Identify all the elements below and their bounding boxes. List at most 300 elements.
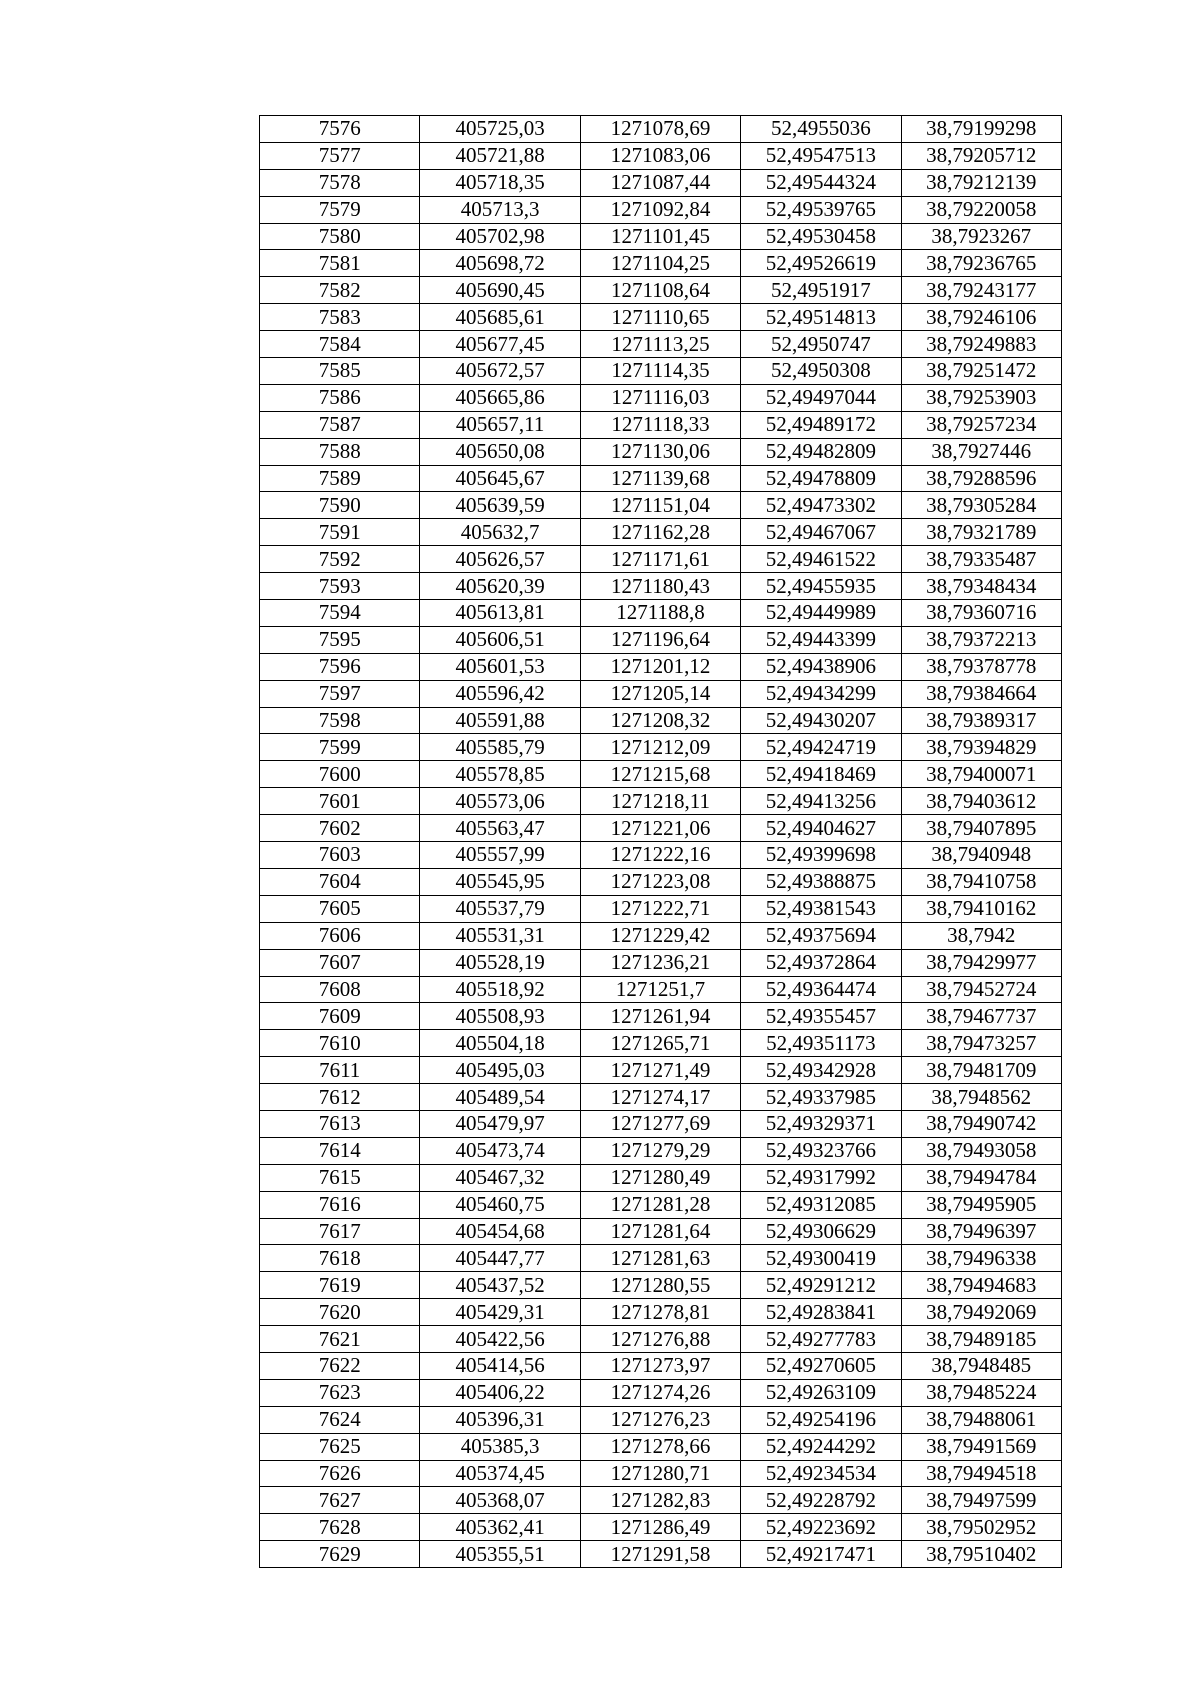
table-row <box>260 788 1062 815</box>
cell-y: 1271205,14 <box>580 680 740 707</box>
cell-x: 405368,07 <box>420 1487 580 1514</box>
cell-longitude: 38,79452724 <box>901 976 1061 1003</box>
cell-latitude: 52,49351173 <box>741 1030 901 1057</box>
cell-x: 405665,86 <box>420 384 580 411</box>
cell-longitude: 38,79246106 <box>901 304 1061 331</box>
cell-point-number: 7593 <box>260 573 420 600</box>
cell-longitude: 38,79212139 <box>901 169 1061 196</box>
table-row <box>260 1433 1062 1460</box>
cell-point-number: 7628 <box>260 1514 420 1541</box>
table-row <box>260 1084 1062 1111</box>
cell-longitude: 38,79492069 <box>901 1299 1061 1326</box>
cell-latitude: 52,49228792 <box>741 1487 901 1514</box>
table-row <box>260 626 1062 653</box>
table-row <box>260 250 1062 277</box>
cell-y: 1271276,23 <box>580 1406 740 1433</box>
cell-latitude: 52,49234534 <box>741 1460 901 1487</box>
cell-point-number: 7629 <box>260 1541 420 1568</box>
table-row <box>260 1272 1062 1299</box>
cell-point-number: 7582 <box>260 277 420 304</box>
table-row <box>260 949 1062 976</box>
cell-longitude: 38,79243177 <box>901 277 1061 304</box>
cell-point-number: 7583 <box>260 304 420 331</box>
cell-point-number: 7589 <box>260 465 420 492</box>
cell-x: 405606,51 <box>420 626 580 653</box>
cell-x: 405563,47 <box>420 815 580 842</box>
cell-x: 405672,57 <box>420 358 580 385</box>
cell-y: 1271274,26 <box>580 1379 740 1406</box>
cell-longitude: 38,79288596 <box>901 465 1061 492</box>
cell-longitude: 38,7923267 <box>901 223 1061 250</box>
cell-longitude: 38,79488061 <box>901 1406 1061 1433</box>
cell-y: 1271212,09 <box>580 734 740 761</box>
table-row <box>260 438 1062 465</box>
cell-longitude: 38,79321789 <box>901 519 1061 546</box>
cell-x: 405429,31 <box>420 1299 580 1326</box>
cell-y: 1271114,35 <box>580 358 740 385</box>
cell-x: 405601,53 <box>420 653 580 680</box>
cell-longitude: 38,7927446 <box>901 438 1061 465</box>
cell-latitude: 52,49388875 <box>741 868 901 895</box>
table-row <box>260 734 1062 761</box>
cell-y: 1271229,42 <box>580 922 740 949</box>
cell-x: 405473,74 <box>420 1137 580 1164</box>
cell-latitude: 52,49449989 <box>741 600 901 627</box>
cell-x: 405355,51 <box>420 1541 580 1568</box>
table-row <box>260 196 1062 223</box>
cell-y: 1271180,43 <box>580 573 740 600</box>
cell-x: 405578,85 <box>420 761 580 788</box>
cell-latitude: 52,49342928 <box>741 1057 901 1084</box>
cell-longitude: 38,79403612 <box>901 788 1061 815</box>
cell-y: 1271282,83 <box>580 1487 740 1514</box>
cell-x: 405557,99 <box>420 842 580 869</box>
cell-y: 1271218,11 <box>580 788 740 815</box>
table-row <box>260 277 1062 304</box>
cell-latitude: 52,49455935 <box>741 573 901 600</box>
cell-latitude: 52,4950747 <box>741 331 901 358</box>
cell-x: 405531,31 <box>420 922 580 949</box>
cell-y: 1271208,32 <box>580 707 740 734</box>
cell-longitude: 38,79473257 <box>901 1030 1061 1057</box>
cell-y: 1271279,29 <box>580 1137 740 1164</box>
cell-latitude: 52,49438906 <box>741 653 901 680</box>
cell-latitude: 52,49424719 <box>741 734 901 761</box>
cell-longitude: 38,79372213 <box>901 626 1061 653</box>
table-row <box>260 1030 1062 1057</box>
cell-longitude: 38,79481709 <box>901 1057 1061 1084</box>
cell-longitude: 38,79199298 <box>901 116 1061 143</box>
cell-longitude: 38,79494683 <box>901 1272 1061 1299</box>
cell-y: 1271280,49 <box>580 1164 740 1191</box>
cell-latitude: 52,49337985 <box>741 1084 901 1111</box>
cell-point-number: 7603 <box>260 842 420 869</box>
cell-longitude: 38,79489185 <box>901 1326 1061 1353</box>
cell-point-number: 7614 <box>260 1137 420 1164</box>
cell-latitude: 52,49526619 <box>741 250 901 277</box>
table-row <box>260 304 1062 331</box>
cell-latitude: 52,49404627 <box>741 815 901 842</box>
table-row <box>260 600 1062 627</box>
cell-latitude: 52,49514813 <box>741 304 901 331</box>
cell-longitude: 38,79335487 <box>901 546 1061 573</box>
cell-latitude: 52,49544324 <box>741 169 901 196</box>
cell-x: 405447,77 <box>420 1245 580 1272</box>
cell-point-number: 7616 <box>260 1191 420 1218</box>
cell-point-number: 7621 <box>260 1326 420 1353</box>
table-row <box>260 223 1062 250</box>
cell-latitude: 52,49430207 <box>741 707 901 734</box>
cell-latitude: 52,49291212 <box>741 1272 901 1299</box>
table-row <box>260 707 1062 734</box>
cell-y: 1271101,45 <box>580 223 740 250</box>
cell-y: 1271108,64 <box>580 277 740 304</box>
cell-longitude: 38,79429977 <box>901 949 1061 976</box>
cell-y: 1271078,69 <box>580 116 740 143</box>
cell-x: 405639,59 <box>420 492 580 519</box>
cell-x: 405518,92 <box>420 976 580 1003</box>
cell-x: 405702,98 <box>420 223 580 250</box>
cell-longitude: 38,79491569 <box>901 1433 1061 1460</box>
cell-point-number: 7611 <box>260 1057 420 1084</box>
cell-x: 405437,52 <box>420 1272 580 1299</box>
cell-y: 1271139,68 <box>580 465 740 492</box>
table-row <box>260 761 1062 788</box>
cell-point-number: 7607 <box>260 949 420 976</box>
cell-x: 405596,42 <box>420 680 580 707</box>
cell-x: 405467,32 <box>420 1164 580 1191</box>
cell-point-number: 7597 <box>260 680 420 707</box>
cell-latitude: 52,49381543 <box>741 895 901 922</box>
cell-latitude: 52,49399698 <box>741 842 901 869</box>
cell-latitude: 52,4955036 <box>741 116 901 143</box>
coordinates-table <box>259 115 1062 1568</box>
table-row <box>260 895 1062 922</box>
cell-point-number: 7600 <box>260 761 420 788</box>
cell-longitude: 38,79378778 <box>901 653 1061 680</box>
cell-longitude: 38,79485224 <box>901 1379 1061 1406</box>
cell-y: 1271222,16 <box>580 842 740 869</box>
cell-x: 405713,3 <box>420 196 580 223</box>
table-row <box>260 142 1062 169</box>
cell-point-number: 7587 <box>260 411 420 438</box>
cell-x: 405414,56 <box>420 1352 580 1379</box>
cell-latitude: 52,49300419 <box>741 1245 901 1272</box>
cell-y: 1271281,28 <box>580 1191 740 1218</box>
cell-longitude: 38,79305284 <box>901 492 1061 519</box>
cell-longitude: 38,7942 <box>901 922 1061 949</box>
table-row <box>260 1514 1062 1541</box>
cell-point-number: 7584 <box>260 331 420 358</box>
table-row <box>260 1218 1062 1245</box>
cell-point-number: 7591 <box>260 519 420 546</box>
table-row <box>260 465 1062 492</box>
cell-latitude: 52,49364474 <box>741 976 901 1003</box>
cell-longitude: 38,79496338 <box>901 1245 1061 1272</box>
cell-y: 1271223,08 <box>580 868 740 895</box>
cell-y: 1271092,84 <box>580 196 740 223</box>
cell-x: 405362,41 <box>420 1514 580 1541</box>
table-row <box>260 1110 1062 1137</box>
cell-point-number: 7612 <box>260 1084 420 1111</box>
cell-y: 1271116,03 <box>580 384 740 411</box>
cell-longitude: 38,79494518 <box>901 1460 1061 1487</box>
cell-point-number: 7624 <box>260 1406 420 1433</box>
cell-y: 1271280,71 <box>580 1460 740 1487</box>
cell-point-number: 7590 <box>260 492 420 519</box>
cell-y: 1271278,66 <box>580 1433 740 1460</box>
cell-x: 405626,57 <box>420 546 580 573</box>
cell-latitude: 52,49461522 <box>741 546 901 573</box>
cell-y: 1271196,64 <box>580 626 740 653</box>
cell-latitude: 52,49254196 <box>741 1406 901 1433</box>
table-row <box>260 573 1062 600</box>
cell-y: 1271251,7 <box>580 976 740 1003</box>
cell-y: 1271104,25 <box>580 250 740 277</box>
cell-latitude: 52,49478809 <box>741 465 901 492</box>
cell-y: 1271221,06 <box>580 815 740 842</box>
cell-x: 405479,97 <box>420 1110 580 1137</box>
cell-longitude: 38,79394829 <box>901 734 1061 761</box>
cell-point-number: 7613 <box>260 1110 420 1137</box>
cell-latitude: 52,49375694 <box>741 922 901 949</box>
table-row <box>260 1137 1062 1164</box>
cell-y: 1271222,71 <box>580 895 740 922</box>
cell-latitude: 52,49530458 <box>741 223 901 250</box>
cell-y: 1271162,28 <box>580 519 740 546</box>
cell-x: 405725,03 <box>420 116 580 143</box>
table-row <box>260 653 1062 680</box>
cell-x: 405406,22 <box>420 1379 580 1406</box>
cell-x: 405508,93 <box>420 1003 580 1030</box>
cell-y: 1271274,17 <box>580 1084 740 1111</box>
cell-point-number: 7595 <box>260 626 420 653</box>
cell-x: 405698,72 <box>420 250 580 277</box>
cell-y: 1271110,65 <box>580 304 740 331</box>
table-row <box>260 1164 1062 1191</box>
cell-x: 405585,79 <box>420 734 580 761</box>
table-row <box>260 331 1062 358</box>
cell-point-number: 7622 <box>260 1352 420 1379</box>
cell-x: 405650,08 <box>420 438 580 465</box>
cell-point-number: 7601 <box>260 788 420 815</box>
cell-x: 405620,39 <box>420 573 580 600</box>
cell-x: 405545,95 <box>420 868 580 895</box>
cell-point-number: 7626 <box>260 1460 420 1487</box>
cell-y: 1271188,8 <box>580 600 740 627</box>
cell-x: 405396,31 <box>420 1406 580 1433</box>
cell-latitude: 52,49263109 <box>741 1379 901 1406</box>
cell-point-number: 7598 <box>260 707 420 734</box>
cell-latitude: 52,49372864 <box>741 949 901 976</box>
cell-latitude: 52,49482809 <box>741 438 901 465</box>
cell-longitude: 38,7948485 <box>901 1352 1061 1379</box>
cell-y: 1271171,61 <box>580 546 740 573</box>
cell-latitude: 52,49539765 <box>741 196 901 223</box>
cell-longitude: 38,79389317 <box>901 707 1061 734</box>
cell-point-number: 7619 <box>260 1272 420 1299</box>
cell-latitude: 52,4951917 <box>741 277 901 304</box>
cell-longitude: 38,79497599 <box>901 1487 1061 1514</box>
table-row <box>260 1406 1062 1433</box>
cell-x: 405613,81 <box>420 600 580 627</box>
cell-point-number: 7604 <box>260 868 420 895</box>
cell-point-number: 7581 <box>260 250 420 277</box>
cell-latitude: 52,49244292 <box>741 1433 901 1460</box>
cell-longitude: 38,79410162 <box>901 895 1061 922</box>
cell-longitude: 38,79220058 <box>901 196 1061 223</box>
cell-point-number: 7592 <box>260 546 420 573</box>
cell-y: 1271273,97 <box>580 1352 740 1379</box>
cell-longitude: 38,79493058 <box>901 1137 1061 1164</box>
cell-x: 405385,3 <box>420 1433 580 1460</box>
cell-point-number: 7579 <box>260 196 420 223</box>
cell-point-number: 7586 <box>260 384 420 411</box>
table-row <box>260 1460 1062 1487</box>
cell-point-number: 7602 <box>260 815 420 842</box>
cell-point-number: 7578 <box>260 169 420 196</box>
table-row <box>260 519 1062 546</box>
cell-x: 405504,18 <box>420 1030 580 1057</box>
cell-point-number: 7576 <box>260 116 420 143</box>
table-row <box>260 680 1062 707</box>
table-row <box>260 1352 1062 1379</box>
table-row <box>260 1541 1062 1568</box>
cell-y: 1271286,49 <box>580 1514 740 1541</box>
cell-point-number: 7577 <box>260 142 420 169</box>
cell-x: 405460,75 <box>420 1191 580 1218</box>
cell-latitude: 52,49277783 <box>741 1326 901 1353</box>
cell-latitude: 52,49413256 <box>741 788 901 815</box>
cell-y: 1271271,49 <box>580 1057 740 1084</box>
cell-latitude: 52,49418469 <box>741 761 901 788</box>
cell-longitude: 38,79410758 <box>901 868 1061 895</box>
cell-y: 1271083,06 <box>580 142 740 169</box>
table-row <box>260 1379 1062 1406</box>
cell-y: 1271291,58 <box>580 1541 740 1568</box>
cell-longitude: 38,79490742 <box>901 1110 1061 1137</box>
table-row <box>260 842 1062 869</box>
cell-latitude: 52,49434299 <box>741 680 901 707</box>
cell-y: 1271265,71 <box>580 1030 740 1057</box>
table-row <box>260 1326 1062 1353</box>
cell-latitude: 52,4950308 <box>741 358 901 385</box>
cell-y: 1271261,94 <box>580 1003 740 1030</box>
cell-longitude: 38,79400071 <box>901 761 1061 788</box>
cell-y: 1271276,88 <box>580 1326 740 1353</box>
cell-y: 1271113,25 <box>580 331 740 358</box>
cell-latitude: 52,49329371 <box>741 1110 901 1137</box>
cell-point-number: 7615 <box>260 1164 420 1191</box>
cell-x: 405528,19 <box>420 949 580 976</box>
cell-y: 1271280,55 <box>580 1272 740 1299</box>
cell-longitude: 38,79251472 <box>901 358 1061 385</box>
cell-point-number: 7594 <box>260 600 420 627</box>
cell-latitude: 52,49317992 <box>741 1164 901 1191</box>
cell-y: 1271087,44 <box>580 169 740 196</box>
cell-latitude: 52,49283841 <box>741 1299 901 1326</box>
cell-point-number: 7610 <box>260 1030 420 1057</box>
cell-point-number: 7618 <box>260 1245 420 1272</box>
cell-longitude: 38,79467737 <box>901 1003 1061 1030</box>
table-row <box>260 411 1062 438</box>
cell-point-number: 7599 <box>260 734 420 761</box>
cell-point-number: 7588 <box>260 438 420 465</box>
cell-y: 1271201,12 <box>580 653 740 680</box>
cell-latitude: 52,49306629 <box>741 1218 901 1245</box>
cell-longitude: 38,79257234 <box>901 411 1061 438</box>
table-row <box>260 116 1062 143</box>
table-row <box>260 358 1062 385</box>
cell-point-number: 7606 <box>260 922 420 949</box>
cell-longitude: 38,79236765 <box>901 250 1061 277</box>
cell-longitude: 38,79495905 <box>901 1191 1061 1218</box>
cell-latitude: 52,49467067 <box>741 519 901 546</box>
cell-x: 405374,45 <box>420 1460 580 1487</box>
cell-point-number: 7625 <box>260 1433 420 1460</box>
cell-longitude: 38,79360716 <box>901 600 1061 627</box>
cell-latitude: 52,49473302 <box>741 492 901 519</box>
cell-x: 405489,54 <box>420 1084 580 1111</box>
cell-latitude: 52,49270605 <box>741 1352 901 1379</box>
cell-y: 1271151,04 <box>580 492 740 519</box>
table-row <box>260 1487 1062 1514</box>
cell-y: 1271215,68 <box>580 761 740 788</box>
cell-point-number: 7580 <box>260 223 420 250</box>
table-row <box>260 492 1062 519</box>
cell-longitude: 38,7948562 <box>901 1084 1061 1111</box>
cell-x: 405495,03 <box>420 1057 580 1084</box>
cell-x: 405690,45 <box>420 277 580 304</box>
cell-latitude: 52,49217471 <box>741 1541 901 1568</box>
cell-latitude: 52,49497044 <box>741 384 901 411</box>
cell-y: 1271236,21 <box>580 949 740 976</box>
table-row <box>260 815 1062 842</box>
cell-longitude: 38,79502952 <box>901 1514 1061 1541</box>
cell-y: 1271130,06 <box>580 438 740 465</box>
cell-latitude: 52,49547513 <box>741 142 901 169</box>
table-row <box>260 868 1062 895</box>
table-row <box>260 384 1062 411</box>
cell-point-number: 7608 <box>260 976 420 1003</box>
cell-y: 1271281,63 <box>580 1245 740 1272</box>
cell-x: 405537,79 <box>420 895 580 922</box>
table-row <box>260 169 1062 196</box>
cell-longitude: 38,79205712 <box>901 142 1061 169</box>
cell-point-number: 7620 <box>260 1299 420 1326</box>
cell-x: 405632,7 <box>420 519 580 546</box>
cell-x: 405591,88 <box>420 707 580 734</box>
cell-longitude: 38,79496397 <box>901 1218 1061 1245</box>
cell-longitude: 38,7940948 <box>901 842 1061 869</box>
cell-point-number: 7605 <box>260 895 420 922</box>
table-row <box>260 976 1062 1003</box>
cell-latitude: 52,49312085 <box>741 1191 901 1218</box>
cell-x: 405685,61 <box>420 304 580 331</box>
table-row <box>260 1245 1062 1272</box>
cell-point-number: 7627 <box>260 1487 420 1514</box>
coordinates-table-body <box>260 116 1062 1568</box>
cell-longitude: 38,79494784 <box>901 1164 1061 1191</box>
cell-x: 405718,35 <box>420 169 580 196</box>
table-row <box>260 1057 1062 1084</box>
cell-longitude: 38,79510402 <box>901 1541 1061 1568</box>
cell-point-number: 7596 <box>260 653 420 680</box>
cell-y: 1271277,69 <box>580 1110 740 1137</box>
cell-y: 1271118,33 <box>580 411 740 438</box>
cell-x: 405454,68 <box>420 1218 580 1245</box>
cell-point-number: 7585 <box>260 358 420 385</box>
